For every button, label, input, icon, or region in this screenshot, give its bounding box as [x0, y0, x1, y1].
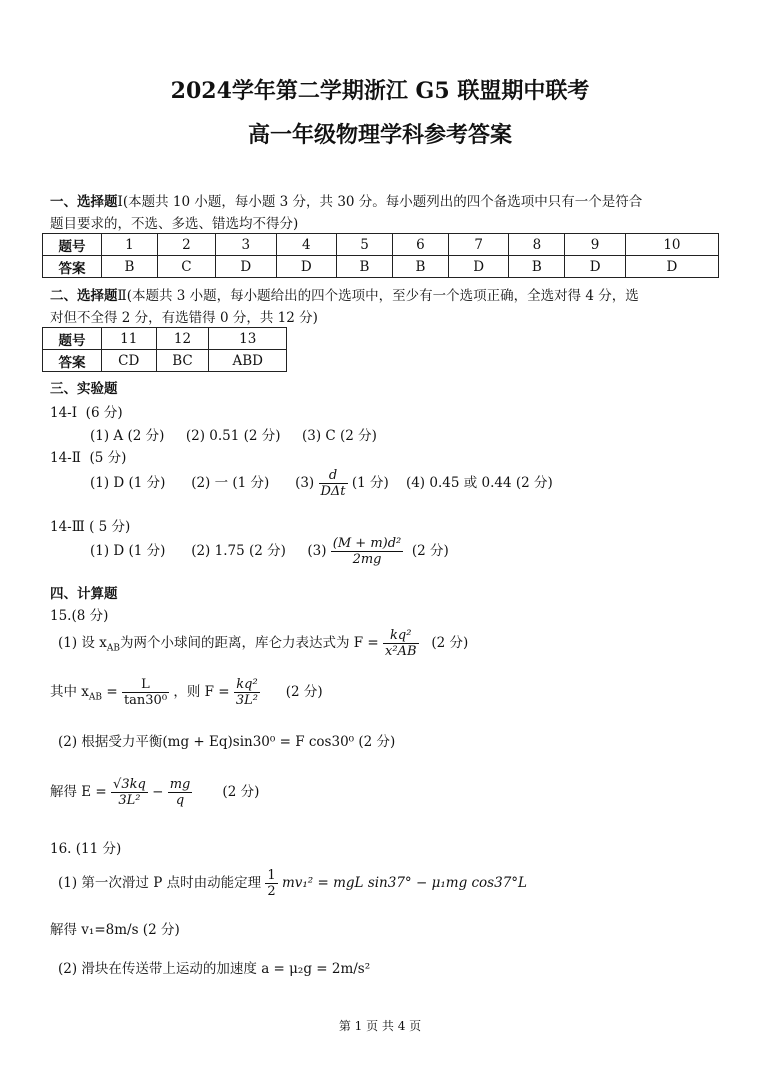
q15-l2-sub: AB: [88, 692, 103, 703]
answer-cell: D: [276, 256, 337, 278]
numerator: kq²: [383, 628, 418, 644]
question-number-cell: 11: [102, 328, 157, 350]
question-number-cell: 12: [156, 328, 209, 350]
section1-roman: Ⅰ: [117, 194, 123, 210]
q15-l4-points: (2 分): [222, 784, 260, 800]
q16-l1-rest: mv₁² = mgL sin37° − μ₁mg cos37°L: [281, 875, 528, 891]
question-number-cell: 3: [215, 234, 276, 256]
q14-1-points: (6 分): [85, 405, 123, 421]
numerator: √3kq: [113, 777, 146, 792]
q14-1-a1: (1) A (2 分): [90, 428, 165, 444]
answer-cell: C: [157, 256, 215, 278]
q16-line1: [58, 868, 527, 899]
q14-3-a3-label: (3): [307, 543, 327, 559]
q15-l4-pre: 解得 E =: [50, 784, 107, 800]
q14-3-a2: (2) 1.75 (2 分): [191, 543, 286, 559]
section1-desc2: 题目要求的，不选、多选、错选均不得分): [50, 216, 299, 232]
page-subtitle: 高一年级物理学科参考答案: [247, 122, 512, 148]
denominator: x²AB: [385, 644, 417, 659]
q15-l4-fraction1: [111, 777, 148, 808]
q15-l1-points: (2 分): [431, 635, 469, 651]
answer-cell: D: [448, 256, 509, 278]
question-number-cell: 1: [102, 234, 158, 256]
q15-label: 15.(8 分): [50, 608, 109, 624]
question-number-cell: 9: [565, 234, 626, 256]
answer-cell: ABD: [209, 350, 287, 372]
q15-line1: [58, 628, 468, 659]
q14-2-a3-points: (1 分): [351, 475, 389, 491]
q15-line4: [50, 777, 259, 808]
denominator: tan30⁰: [123, 693, 168, 708]
answer-cell: D: [625, 256, 718, 278]
numerator: L: [122, 677, 169, 693]
section3-heading: 三、实验题: [50, 381, 118, 397]
question-number-cell: 8: [509, 234, 565, 256]
q14-2-a4: (4) 0.45 或 0.44 (2 分): [405, 475, 553, 491]
denominator: 2mg: [352, 552, 382, 567]
q14-1-label: 14-Ⅰ: [50, 405, 78, 421]
denominator: 3L²: [235, 693, 259, 708]
q14-3-points: ( 5 分): [89, 519, 131, 535]
q15-l1-fraction: [383, 628, 418, 659]
question-number-cell: 6: [392, 234, 448, 256]
q14-1-header: [50, 401, 123, 421]
question-number-cell: 2: [157, 234, 215, 256]
page-title: 2024学年第二学期浙江 G5 联盟期中联考: [170, 78, 590, 104]
denominator: 2: [267, 884, 276, 899]
q14-2-a2: (2) 一 (1 分): [191, 475, 270, 491]
denominator: q: [175, 793, 185, 808]
q14-2-label: 14-Ⅱ: [50, 450, 81, 466]
row-label-question: 题号: [43, 234, 102, 256]
row-label-answer: 答案: [43, 256, 102, 278]
row-label-question: 题号: [43, 328, 102, 350]
q14-2-a1: (1) D (1 分): [90, 475, 166, 491]
q14-3-a1: (1) D (1 分): [90, 543, 166, 559]
question-number-cell: 10: [625, 234, 718, 256]
section1-intro: [50, 190, 642, 210]
q15-l2-mid: ，则 F =: [173, 684, 230, 700]
answer-cell: D: [215, 256, 276, 278]
q16-l1-pre: (1) 第一次滑过 P 点时由动能定理: [58, 875, 262, 891]
section1-answer-table: [42, 233, 719, 278]
numerator: mg: [169, 777, 191, 792]
q14-1-answers: [90, 424, 377, 444]
q15-l2-fraction1: [122, 677, 169, 708]
question-number-cell: 4: [276, 234, 337, 256]
section2-heading: 二、选择题: [50, 288, 118, 304]
q16-line2: 解得 v₁=8m/s (2 分): [50, 922, 180, 938]
q14-2-a3-fraction: [319, 468, 348, 499]
denominator: DΔt: [320, 484, 346, 499]
section2-roman: Ⅱ: [117, 288, 127, 304]
section2-answer-table: [42, 327, 287, 372]
answer-cell: B: [102, 256, 158, 278]
answer-cell: CD: [102, 350, 157, 372]
q15-l2-points: (2 分): [285, 684, 323, 700]
q15-line2: [50, 677, 323, 708]
q14-3-header: [50, 515, 130, 535]
section2-intro: [50, 284, 639, 304]
q15-l4-fraction2: [168, 777, 193, 808]
answer-cell: B: [337, 256, 393, 278]
q14-2-points: (5 分): [89, 450, 127, 466]
q14-3-answers: [90, 536, 449, 567]
row-label-answer: 答案: [43, 350, 102, 372]
q14-1-a3: (3) C (2 分): [302, 428, 377, 444]
q15-l1-mid: 为两个小球间的距离，库仑力表达式为 F =: [119, 635, 379, 651]
section2-desc1: (本题共 3 小题，每小题给出的四个选项中，至少有一个选项正确，全选对得 4 分，选: [126, 288, 639, 304]
q14-3-a3-fraction: [331, 536, 403, 567]
q14-3-a3-points: (2 分): [411, 543, 449, 559]
numerator: (M + m)d²: [332, 536, 402, 551]
section4-heading: 四、计算题: [50, 586, 118, 602]
question-number-cell: 5: [337, 234, 393, 256]
q16-label: 16. (11 分): [50, 841, 122, 857]
numerator: d: [319, 468, 348, 484]
answer-cell: D: [565, 256, 626, 278]
page-footer: 第 1 页 共 4 页: [338, 1019, 422, 1033]
question-number-cell: 7: [448, 234, 509, 256]
section2-desc2: 对但不全得 2 分，有选错得 0 分，共 12 分): [50, 310, 318, 326]
q15-l2-eq: =: [106, 684, 118, 700]
section1-heading: 一、选择题: [50, 194, 118, 210]
q15-line3: (2) 根据受力平衡(mg + Eq)sin30⁰ = F cos30⁰ (2 分): [58, 734, 396, 750]
q15-l1-sub: AB: [106, 643, 120, 654]
section1-desc1: (本题共 10 小题，每小题 3 分，共 30 分。每小题列出的四个备选项中只有一个是符合: [122, 194, 643, 210]
numerator: kq²: [234, 677, 260, 693]
answer-cell: BC: [156, 350, 209, 372]
q15-l2-fraction2: [234, 677, 260, 708]
question-number-cell: 13: [209, 328, 287, 350]
q14-3-label: 14-Ⅲ: [50, 519, 85, 535]
q14-2-a3-label: (3): [295, 475, 315, 491]
q14-2-header: [50, 446, 126, 466]
q15-l2-pre: 其中 x: [50, 684, 89, 700]
q14-1-a2: (2) 0.51 (2 分): [185, 428, 281, 444]
q14-2-answers: [90, 468, 553, 499]
q16-l1-fraction: [265, 868, 277, 899]
q15-l1-pre: (1) 设 x: [58, 635, 107, 651]
q16-line3: (2) 滑块在传送带上运动的加速度 a = μ₂g = 2m/s²: [58, 961, 371, 977]
q15-l4-minus: −: [152, 784, 164, 800]
denominator: 3L²: [118, 793, 141, 808]
answer-cell: B: [392, 256, 448, 278]
answer-cell: B: [509, 256, 565, 278]
numerator: 1: [267, 868, 276, 883]
